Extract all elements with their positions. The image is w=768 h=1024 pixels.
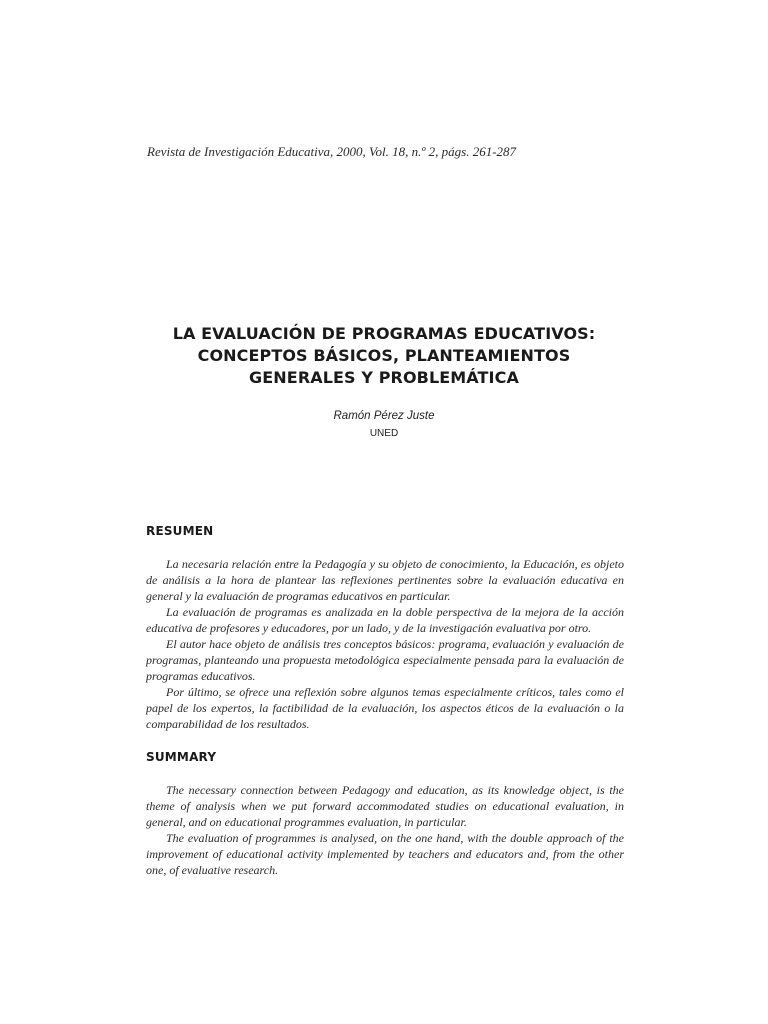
author-affiliation: UNED (369, 428, 399, 439)
resumen-body (146, 556, 624, 732)
summary-paragraph-1: The necessary connection between Pedagogy and education, as its knowledge object, is the theme of analysis when we put forward accommodated studies on educational evaluation, in general, and on educational programmes evaluation, in particular. (146, 783, 624, 829)
resumen-paragraph-1: La necesaria relación entre la Pedagogía y su objeto de conocimiento, la Educación, es objeto de análisis a la hora de plantear las reflexiones pertinentes sobre la evaluación educativa en general y la evaluación de programas educativos en particular. (146, 557, 624, 603)
article-title (120, 323, 648, 389)
summary-paragraph-2: The evaluation of programmes is analysed, on the one hand, with the double approach of the improvement of educational activity implemented by teachers and educators and, from the other one, of evaluative research. (146, 831, 624, 877)
title-line-2: CONCEPTOS BÁSICOS, PLANTEAMIENTOS (197, 346, 571, 365)
resumen-paragraph-3: El autor hace objeto de análisis tres conceptos básicos: programa, evaluación y evaluación de programas, planteando una propuesta metodológica especialmente pensada para la evaluación de programas educativos. (146, 637, 624, 683)
resumen-paragraph-4: Por último, se ofrece una reflexión sobre algunos temas especialmente críticos, tales como el papel de los expertos, la factibilidad de la evaluación, los aspectos éticos de la evaluación o la comparabilidad de los resultados. (146, 685, 624, 731)
resumen-paragraph-2: La evaluación de programas es analizada en la doble perspectiva de la mejora de la acción educativa de profesores y educadores, por un lado, y de la investigación evaluativa por otro. (146, 605, 624, 635)
journal-reference: Revista de Investigación Educativa, 2000, Vol. 18, n.º 2, págs. 261-287 (147, 144, 517, 159)
summary-body (146, 782, 624, 878)
title-line-3: GENERALES Y PROBLEMÁTICA (249, 368, 519, 387)
summary-heading: SUMMARY (146, 750, 217, 764)
author-name: Ramón Pérez Juste (333, 410, 435, 422)
title-line-1: LA EVALUACIÓN DE PROGRAMAS EDUCATIVOS: (172, 324, 596, 343)
resumen-heading: RESUMEN (146, 524, 214, 538)
